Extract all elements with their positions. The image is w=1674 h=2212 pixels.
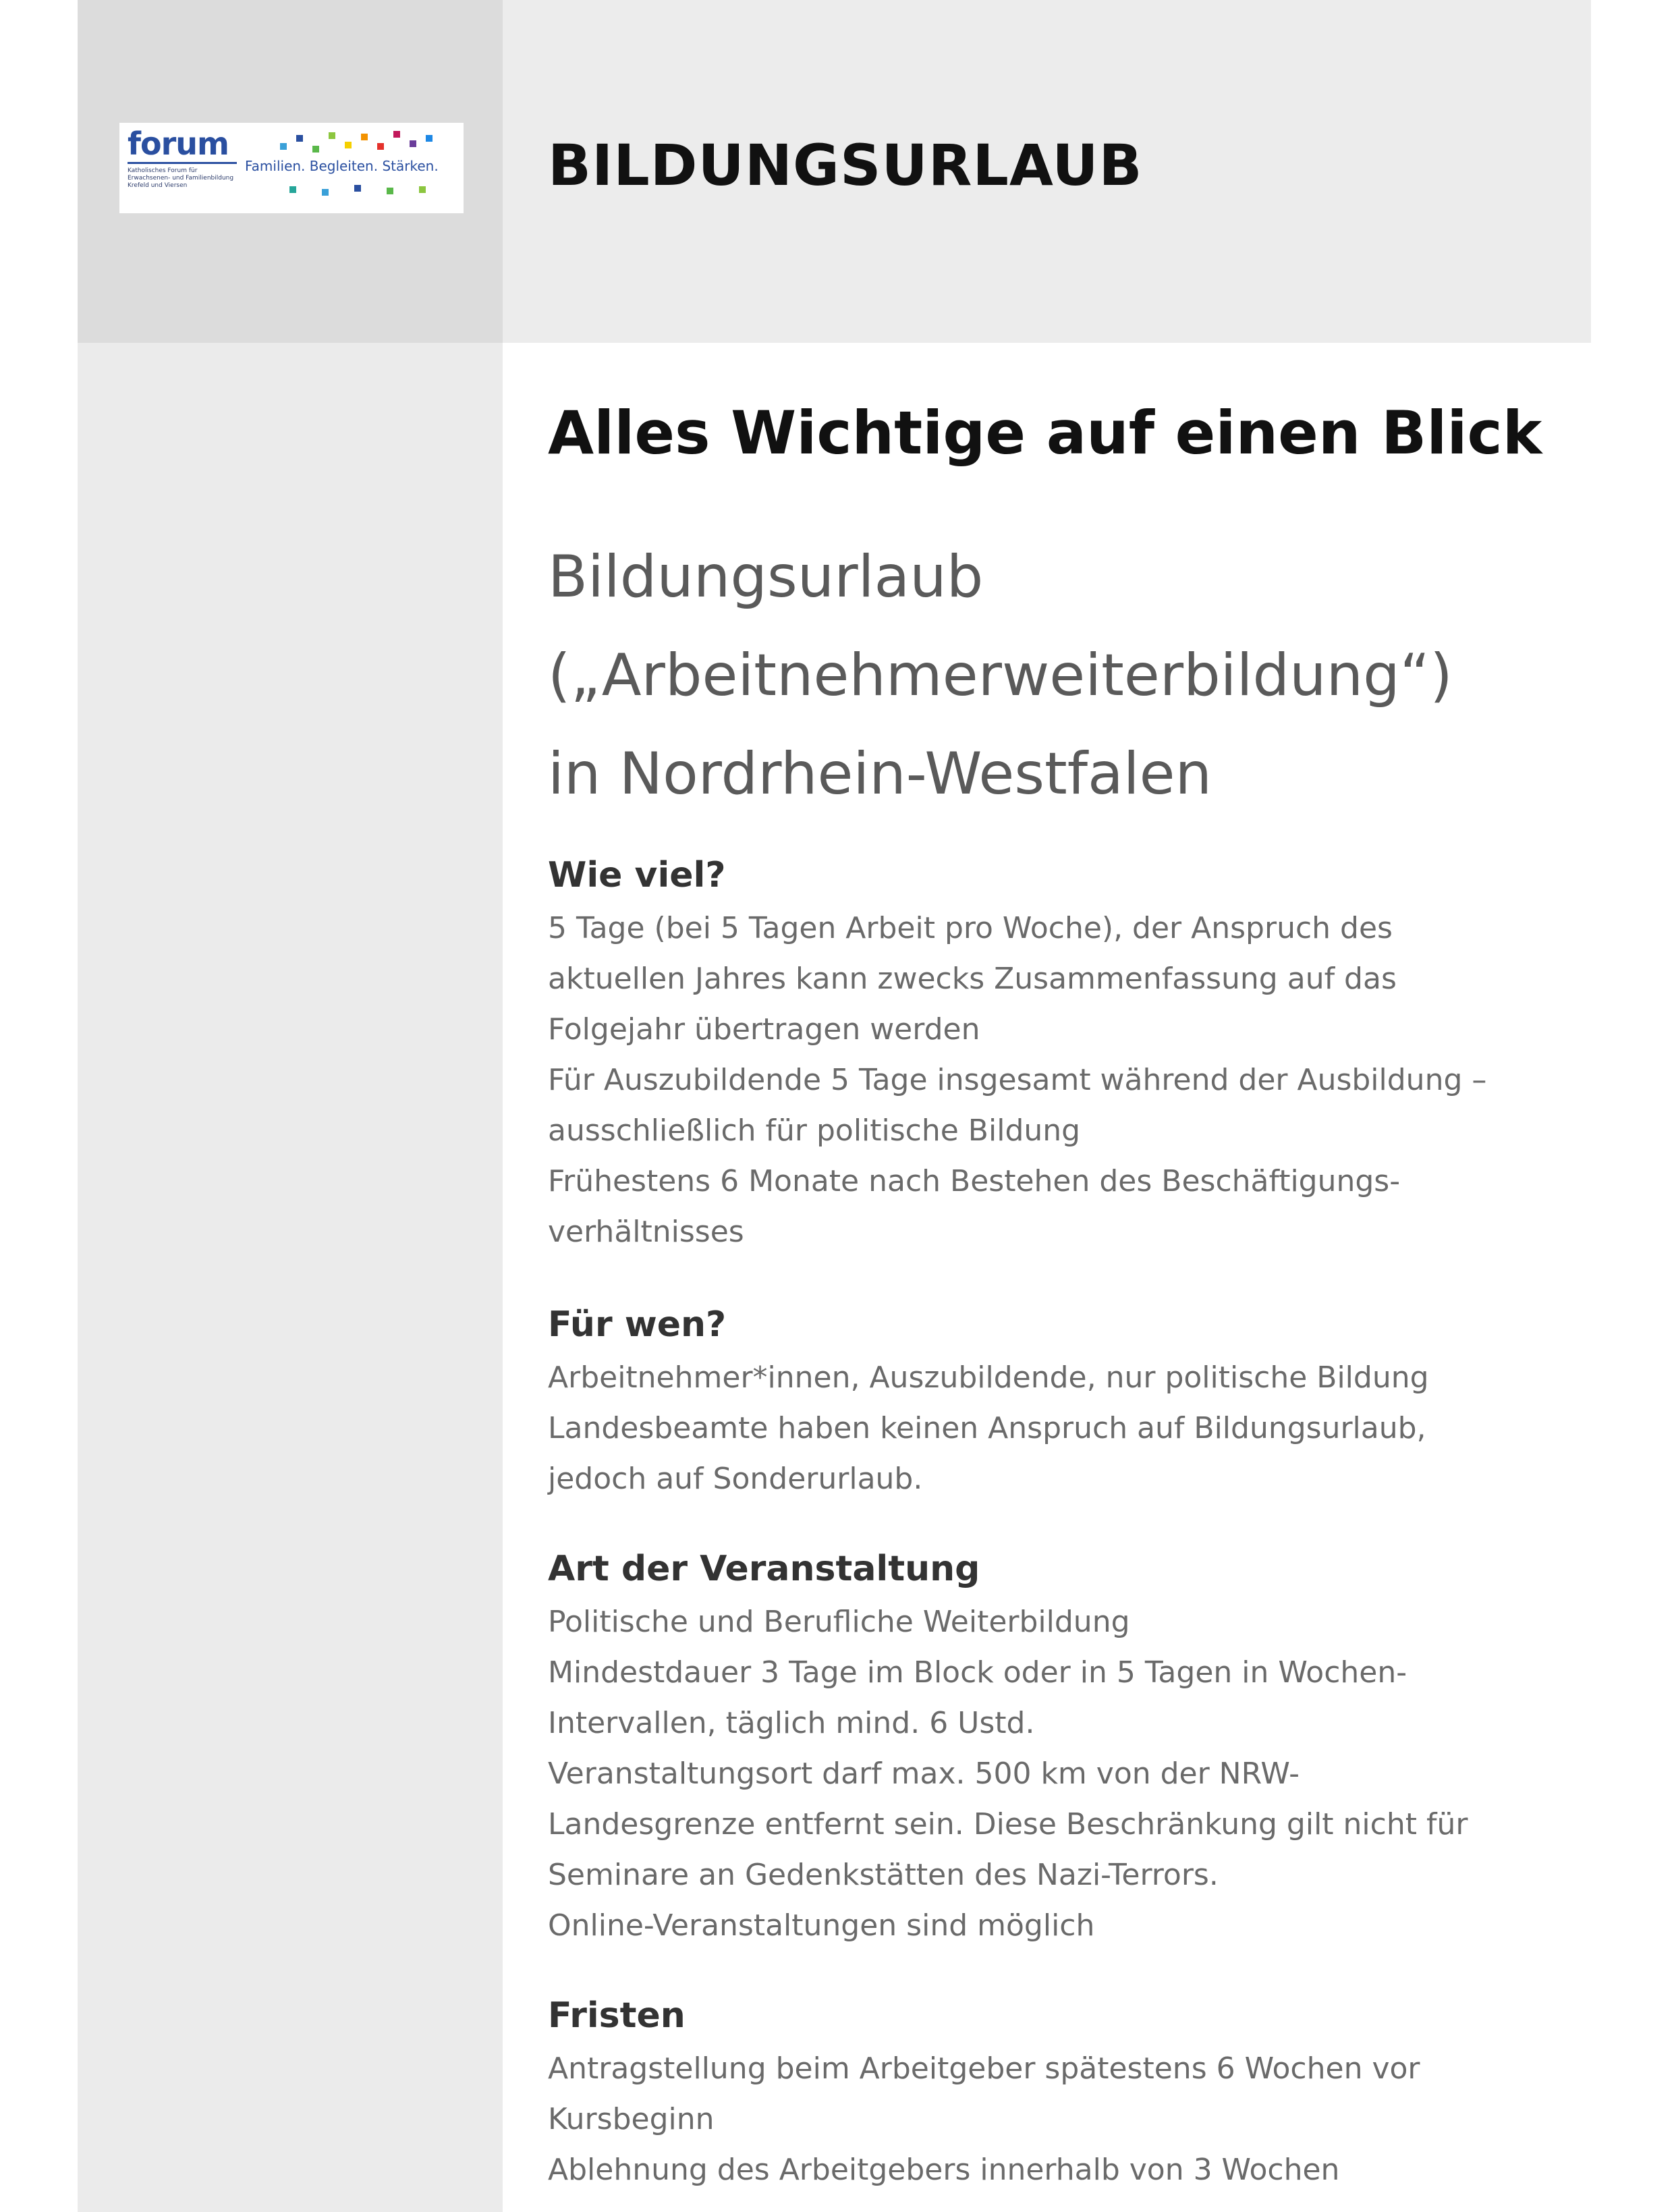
section-line: Seminare an Gedenkstätten des Nazi-Terrors. bbox=[548, 1858, 1219, 1892]
section-line: verhältnisses bbox=[548, 1215, 744, 1249]
section-line: Arbeitnehmer*innen, Auszubildende, nur politische Bildung bbox=[548, 1360, 1429, 1395]
section-line: Frühestens 6 Monate nach Bestehen des Beschäftigungs- bbox=[548, 1164, 1401, 1198]
logo-brand-text: forum bbox=[128, 126, 229, 162]
logo-square bbox=[393, 131, 400, 138]
section-line: jedoch auf Sonderurlaub. bbox=[548, 1462, 923, 1496]
section-line: Intervallen, täglich mind. 6 Ustd. bbox=[548, 1706, 1035, 1740]
section-line: Online-Veranstaltungen sind möglich bbox=[548, 1908, 1095, 1943]
logo-small-line: Katholisches Forum für bbox=[128, 167, 198, 174]
logo-square bbox=[354, 185, 361, 192]
forum-logo bbox=[119, 123, 464, 213]
section-line: Landesbeamte haben keinen Anspruch auf Bildungsurlaub, bbox=[548, 1411, 1426, 1445]
section-wie-viel bbox=[548, 852, 1560, 1257]
subtitle-line: („Arbeitnehmerweiterbildung“) bbox=[548, 642, 1453, 709]
logo-square bbox=[280, 143, 287, 150]
section-heading: Für wen? bbox=[548, 1304, 727, 1345]
section-heading: Art der Veranstaltung bbox=[548, 1549, 980, 1589]
section-heading: Fristen bbox=[548, 1995, 686, 2036]
logo-square bbox=[419, 186, 426, 193]
section-line: Antragstellung beim Arbeitgeber spätestens 6 Wochen vor bbox=[548, 2051, 1420, 2086]
logo-square bbox=[387, 188, 393, 194]
section-line: Mindestdauer 3 Tage im Block oder in 5 Tagen in Wochen- bbox=[548, 1655, 1407, 1690]
logo-square bbox=[345, 142, 352, 148]
logo-small-line: Erwachsenen- und Familienbildung bbox=[128, 175, 234, 182]
logo-small-text bbox=[128, 167, 242, 190]
logo-square bbox=[410, 140, 416, 147]
subtitle-line: Bildungsurlaub bbox=[548, 543, 984, 611]
logo-square bbox=[329, 132, 335, 139]
section-line: aktuellen Jahres kann zwecks Zusammenfassung auf das bbox=[548, 962, 1397, 996]
logo-square bbox=[312, 146, 319, 153]
logo-square bbox=[361, 134, 368, 140]
subtitle-line: in Nordrhein-Westfalen bbox=[548, 740, 1212, 808]
section-line: Für Auszubildende 5 Tage insgesamt während der Ausbildung – bbox=[548, 1063, 1487, 1097]
logo-tagline: Familien. Begleiten. Stärken. bbox=[245, 158, 439, 174]
section-line: Politische und Berufliche Weiterbildung bbox=[548, 1605, 1130, 1639]
document-title: BILDUNGSURLAUB bbox=[548, 132, 1143, 198]
section-heading: Wie viel? bbox=[548, 855, 726, 895]
section-art-der-veranstaltung bbox=[548, 1545, 1560, 1951]
main-heading: Alles Wichtige auf einen Blick bbox=[548, 398, 1542, 468]
section-line: Veranstaltungsort darf max. 500 km von der NRW- bbox=[548, 1757, 1300, 1791]
logo-square bbox=[289, 186, 296, 193]
logo-square bbox=[426, 135, 433, 142]
section-line: Kursbeginn bbox=[548, 2102, 715, 2136]
section-line: ausschließlich für politische Bildung bbox=[548, 1113, 1081, 1148]
section-line: 5 Tage (bei 5 Tagen Arbeit pro Woche), der Anspruch des bbox=[548, 911, 1393, 945]
section-line: Folgejahr übertragen werden bbox=[548, 1012, 980, 1047]
logo-small-line: Krefeld und Viersen bbox=[128, 182, 188, 189]
logo-square bbox=[377, 143, 384, 150]
logo-underline bbox=[128, 162, 237, 164]
section-fuer-wen bbox=[548, 1301, 1560, 1504]
section-fristen bbox=[548, 1992, 1560, 2195]
section-line: Ablehnung des Arbeitgebers innerhalb von 3 Wochen bbox=[548, 2153, 1340, 2187]
logo-square bbox=[322, 189, 329, 196]
section-line: Landesgrenze entfernt sein. Diese Beschränkung gilt nicht für bbox=[548, 1807, 1468, 1842]
logo-square bbox=[296, 135, 303, 142]
subtitle bbox=[548, 528, 1453, 823]
